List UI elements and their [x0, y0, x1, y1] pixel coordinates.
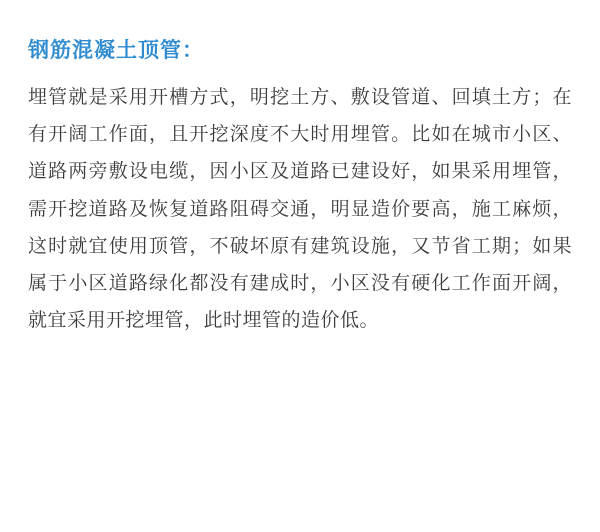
- page-title: 钢筋混凝土顶管：: [28, 38, 204, 62]
- article-body-text: 埋管就是采用开槽方式，明挖土方、敷设管道、回填土方；在有开阔工作面，且开挖深度不大时用埋管。比如在城市小区、道路两旁敷设电缆，因小区及道路已建设好，如果采用埋管，需开挖道路及恢复道路阻碍交通，明显造价要高，施工麻烦，这时就宜使用顶管，不破坏原有建筑设施，又节省工期；如果属于小区道路绿化都没有建成时，小区没有硬化工作面开阔，就宜采用开挖埋管，此时埋管的造价低。: [28, 86, 572, 331]
